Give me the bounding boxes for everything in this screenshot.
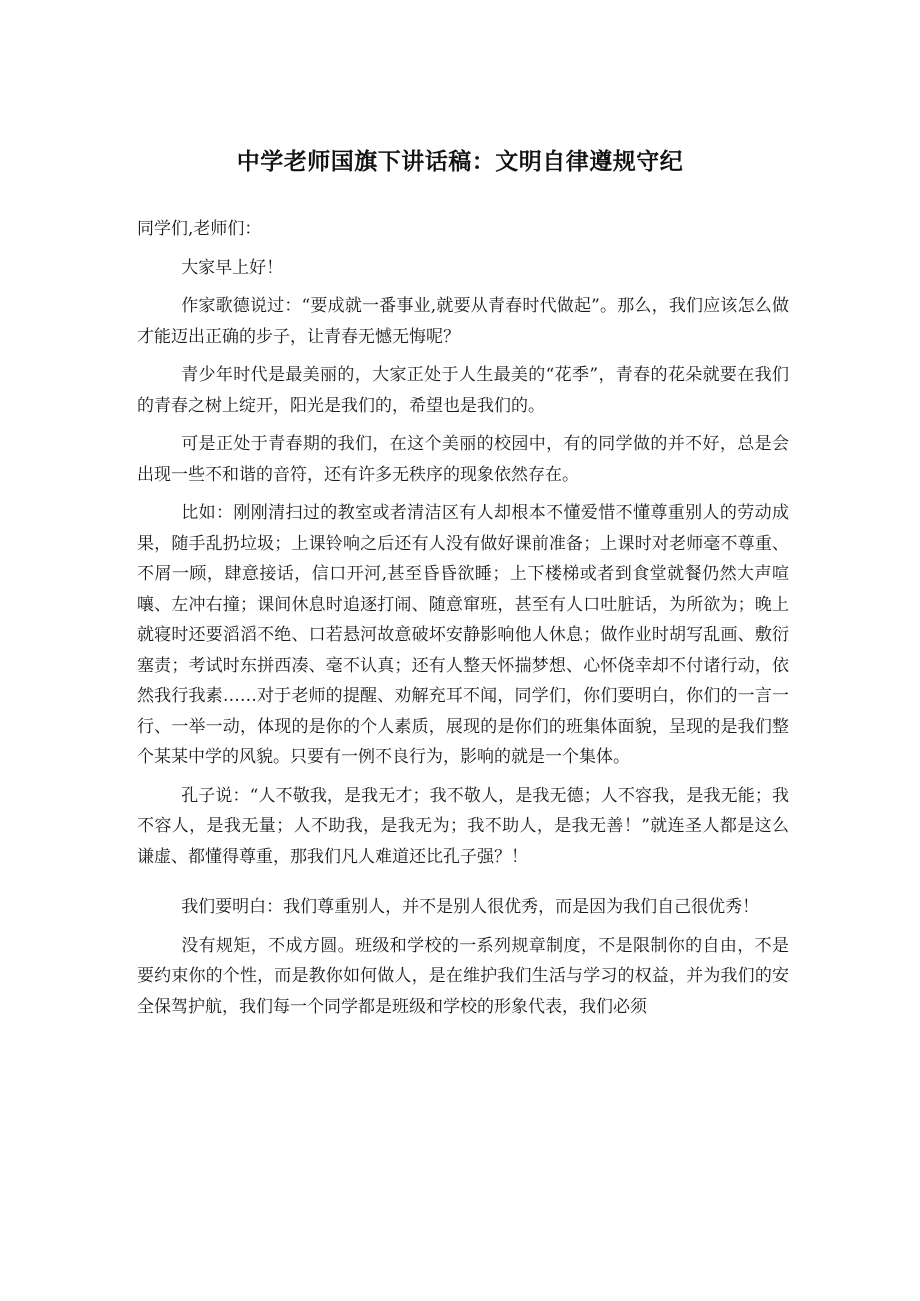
paragraph: 青少年时代是最美丽的，大家正处于人生最美的“花季”，青春的花朵就要在我们的青春之树上绽开，阳光是我们的，希望也是我们的。 [137, 365, 789, 416]
paragraph: 作家歌德说过：“要成就一番事业,就要从青春时代做起”。那么，我们应该怎么做才能迈出正确的步子，让青春无憾无悔呢？ [137, 296, 789, 347]
paragraph: 我们要明白：我们尊重别人，并不是别人很优秀，而是因为我们自己很优秀！ [181, 897, 760, 917]
paragraph: 孔子说：“人不敬我，是我无才；我不敬人，是我无德；人不容我，是我无能；我不容人，是我无量；人不助我，是我无为；我不助人，是我无善！”就连圣人都是这么谦虚、都懂得尊重，那我们凡人难道还比孔子强？！ [137, 785, 789, 867]
paragraph: 没有规矩，不成方圆。班级和学校的一系列规章制度，不是限制你的自由，不是要约束你的个性，而是教你如何做人，是在维护我们生活与学习的权益，并为我们的安全保驾护航，我们每一个同学都是班级和学校的形象代表，我们必须 [137, 935, 789, 1017]
paragraph: 可是正处于青春期的我们，在这个美丽的校园中，有的同学做的并不好，总是会出现一些不和谐的音符，还有许多无秩序的现象依然存在。 [137, 434, 789, 485]
document-body [137, 214, 789, 1030]
paragraph: 比如：刚刚清扫过的教室或者清洁区有人却根本不懂爱惜不懂尊重别人的劳动成果，随手乱扔垃圾；上课铃响之后还有人没有做好课前准备；上课时对老师毫不尊重、不屑一顾，肆意接话，信口开河,甚至昏昏欲睡；上下楼梯或者到食堂就餐仍然大声喧嚷、左冲右撞；课间休息时追逐打闹、随意窜班，甚至有人口吐脏话，为所欲为；晚上就寝时还要滔滔不绝、口若悬河故意破坏安静影响他人休息；做作业时胡写乱画、敷衍塞责；考试时东拼西凑、毫不认真；还有人整天怀揣梦想、心怀侥幸却不付诸行动，依然我行我素……对于老师的提醒、劝解充耳不闻，同学们，你们要明白，你们的一言一行、一举一动，体现的是你的个人素质，展现的是你们的班集体面貌，呈现的是我们整个某某中学的风貌。只要有一例不良行为，影响的就是一个集体。 [137, 503, 789, 767]
greeting: 同学们,老师们： [137, 219, 262, 239]
document-title: 中学老师国旗下讲话稿：文明自律遵规守纪 [236, 149, 684, 175]
paragraph: 大家早上好！ [181, 257, 284, 278]
